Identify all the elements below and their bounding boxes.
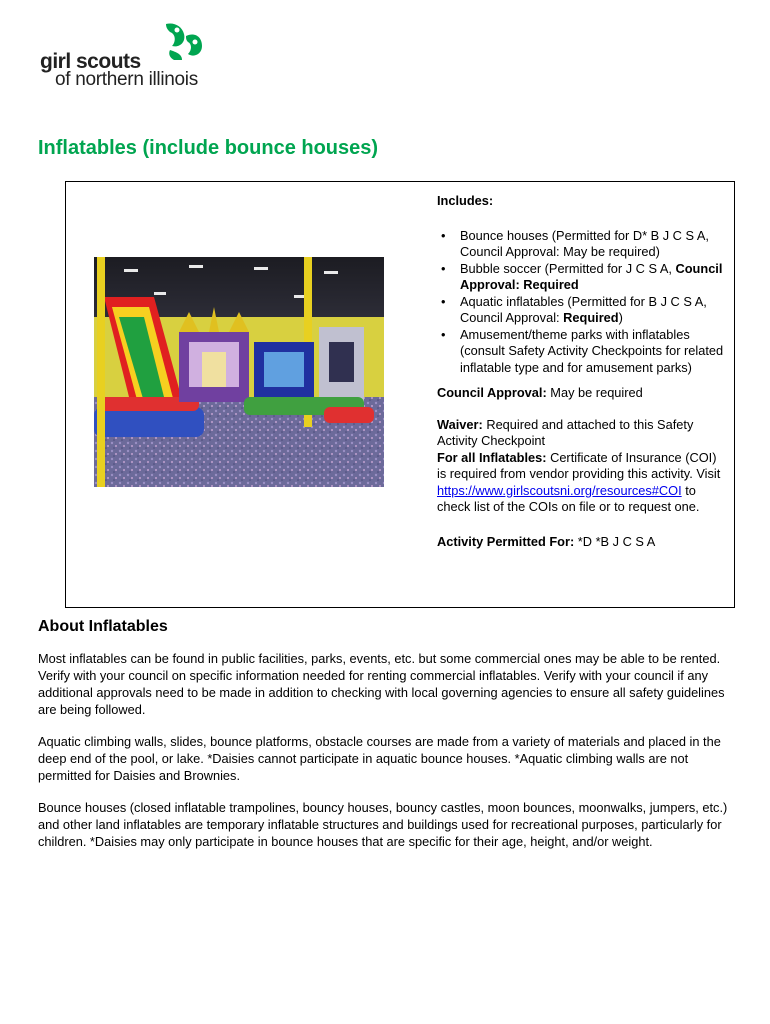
page-title: Inflatables (include bounce houses) xyxy=(38,137,379,159)
bullet-icon: • xyxy=(441,326,446,342)
list-item: • Aquatic inflatables (Permitted for B J C S A, Council Approval: Required) xyxy=(441,293,707,325)
about-body xyxy=(38,650,738,865)
includes-heading: Includes: xyxy=(437,193,494,208)
about-heading: About Inflatables xyxy=(38,618,168,635)
activity-info xyxy=(437,193,727,565)
about-paragraph: Bounce houses (closed inflatable trampolines, bouncy houses, bouncy castles, moon bounces, moonwalks, jumpers, etc.) and other land inflatables are temporary inflatable structures and buildings used for recreational purposes, particularly for children. *Daisies may only participate in bounce houses that are specific for their age, height, and/or weight. xyxy=(38,800,728,849)
bullet-icon: • xyxy=(441,260,446,276)
list-item: • Bounce houses (Permitted for D* B J C S A, Council Approval: May be required) xyxy=(441,227,709,259)
about-paragraph: Aquatic climbing walls, slides, bounce platforms, obstacle courses are made from a variety of materials and placed in the deep end of the pool, or lake. *Daisies cannot participate in aquatic bounce houses. *Aquatic climbing walls are not permitted for Daisies and Brownies. xyxy=(38,734,721,783)
logo-line-2: of northern illinois xyxy=(55,69,198,90)
coi-link[interactable]: https://www.girlscoutsni.org/resources#COI xyxy=(437,482,682,498)
bullet-icon: • xyxy=(441,227,446,243)
list-item: • Bubble soccer (Permitted for J C S A, Council Approval: Required xyxy=(441,260,723,292)
trefoil-icon xyxy=(160,22,204,62)
council-approval: Council Approval: May be required xyxy=(437,385,643,400)
includes-list xyxy=(437,228,727,377)
list-item: • Amusement/theme parks with inflatables (consult Safety Activity Checkpoints for related inflatable type and for amusement parks) xyxy=(441,326,724,375)
bullet-icon: • xyxy=(441,293,446,309)
girl-scouts-logo xyxy=(40,22,240,92)
about-paragraph: Most inflatables can be found in public facilities, parks, events, etc. but some commercial ones may be able to be rented. Verify with your council on specific information needed for renting commercial inflatables. Verify with your council if any additional approvals need to be made in addition to checking with local governing agencies to ensure all safety guidelines are being followed. xyxy=(38,651,725,717)
logo-line-1: girl scouts xyxy=(40,50,141,73)
bounce-house-photo xyxy=(94,257,384,487)
activity-permitted: Activity Permitted For: *D *B J C S A xyxy=(437,533,656,549)
waiver-section: Waiver: Required and attached to this Safety Activity Checkpoint For all Inflatables: Certificate of Insurance (COI) is required from vendor providing this activity. Visit https://www.girlscoutsni.org/resources#COI to check list of the COIs on file or to request one. xyxy=(437,416,721,514)
